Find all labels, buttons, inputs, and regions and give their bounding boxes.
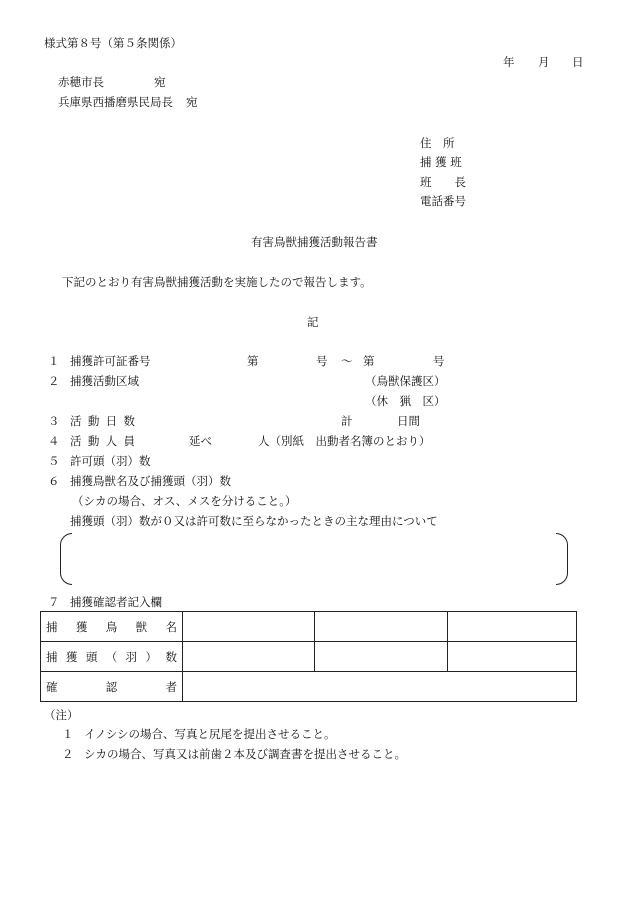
field-hunting-team: 捕 獲 班 (420, 155, 462, 169)
confirmer-cell[interactable] (183, 672, 577, 702)
date-day: 日 (572, 55, 584, 69)
ki-marker: 記 (307, 315, 319, 329)
field-address: 住 所 (420, 136, 455, 150)
left-bracket (60, 533, 72, 585)
count-cell-1[interactable] (183, 642, 315, 672)
count-cell-3[interactable] (448, 642, 577, 672)
field-phone: 電話番号 (420, 194, 466, 208)
form-number: 様式第８号（第５条関係） (44, 36, 182, 50)
deer-note: （シカの場合、オス、メスを分けること。） (72, 494, 297, 508)
date-month: 月 (538, 55, 550, 69)
species-cell-2[interactable] (315, 612, 448, 642)
species-cell-3[interactable] (448, 612, 577, 642)
date-year: 年 (503, 55, 515, 69)
note-boar: イノシシの場合、写真と尻尾を提出させること。 (84, 727, 336, 741)
notes-title: （注） (44, 708, 79, 722)
note-deer: シカの場合、写真又は前歯２本及び調査書を提出させること。 (84, 747, 406, 761)
label-confirmer: 確 認 者 (41, 672, 183, 702)
count-cell-2[interactable] (315, 642, 448, 672)
confirmation-table (40, 611, 577, 702)
field-team-leader: 班 長 (420, 175, 466, 189)
label-capture-count: 捕 獲 頭 （ 羽 ） 数 (41, 642, 183, 672)
table-row (41, 642, 577, 672)
right-bracket (556, 533, 568, 585)
table-row (41, 672, 577, 702)
label-species-name: 捕 獲 鳥 獣 名 (41, 612, 183, 642)
document-title: 有害鳥獣捕獲活動報告書 (251, 235, 378, 249)
species-cell-1[interactable] (183, 612, 315, 642)
reason-label: 捕獲頭（羽）数が０又は許可数に至らなかったときの主な理由について (70, 514, 438, 528)
intro-text: 下記のとおり有害鳥獣捕獲活動を実施したので報告します。 (62, 275, 372, 289)
table-row (41, 612, 577, 642)
